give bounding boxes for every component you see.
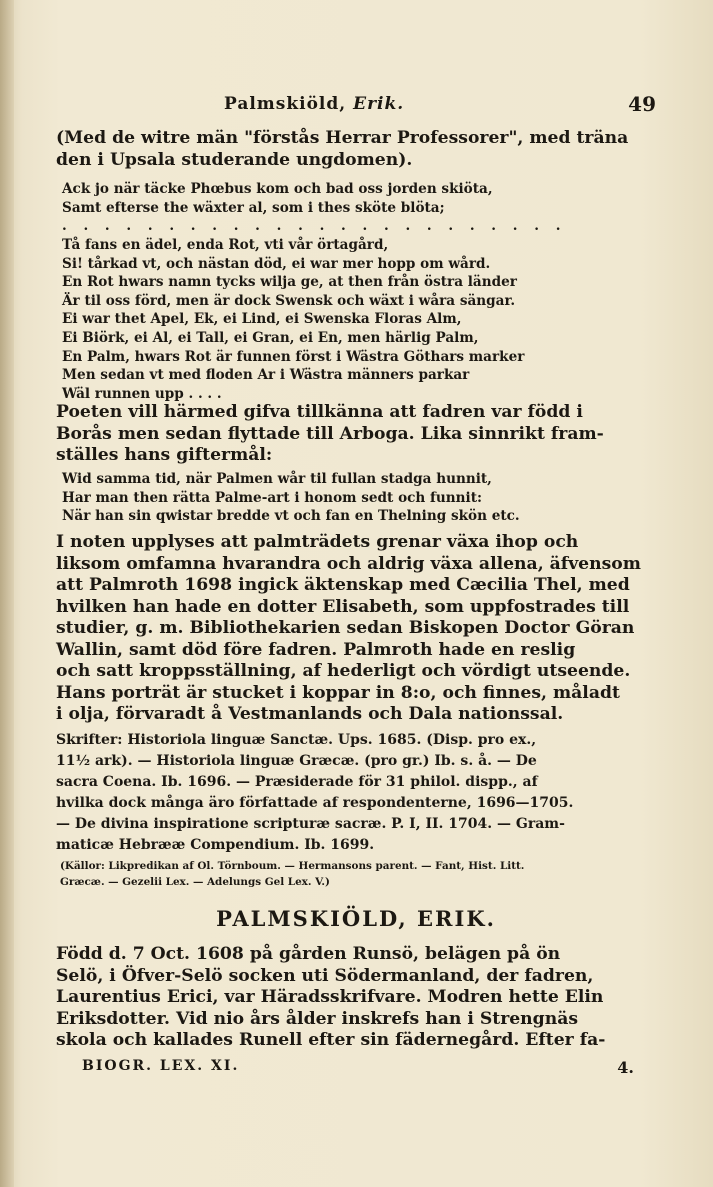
verse-line: Wid samma tid, när Palmen wår til fullan stadga hunnit,: [62, 471, 492, 487]
text-line: den i Upsala studerande ungdomen).: [56, 149, 413, 170]
verse-block-3: [56, 470, 656, 526]
text-line: — De divina inspiratione scripturæ sacræ. P. I, II. 1704. — Gram-: [56, 816, 565, 832]
verse-line: När han sin qwistar bredde vt och fan en Thelning skön etc.: [62, 508, 520, 525]
writings-list: [56, 730, 656, 856]
heading-text: PALMSKIÖLD, ERIK.: [216, 906, 496, 931]
verse-line: En Rot hwars namn tycks wilja ge, at then från östra länder: [62, 274, 517, 291]
verse-block-1: [56, 180, 656, 236]
text-line: ställes hans giftermål:: [56, 445, 273, 465]
gathering-number: 4.: [617, 1058, 634, 1077]
header-title: Palmskiöld, Erik.: [224, 94, 405, 114]
running-header: [56, 94, 656, 124]
text-line: Selö, i Öfver-Selö socken uti Södermanland, der fadren,: [56, 965, 594, 986]
text-line: Hans porträt är stucket i koppar in 8:o, och finnes, måladt: [56, 682, 620, 703]
text-line: hvilken han hade en dotter Elisabeth, som uppfostrades till: [56, 596, 630, 617]
ellipsis-row: . . . . . . . . . . . . . . . . . . . . . . . .: [62, 218, 567, 235]
text-line: i olja, förvaradt å Vestmanlands och Dala nationssal.: [56, 704, 564, 724]
entry-heading: [56, 906, 656, 931]
text-line: Laurentius Erici, var Häradsskrifvare. Modren hette Elin: [56, 987, 604, 1007]
verse-line: Ack jo när täcke Phœbus kom och bad oss jorden skiöta,: [62, 181, 493, 197]
verse-block-2: [56, 236, 656, 403]
verse-line: Wäl runnen upp . . . .: [62, 385, 222, 402]
text-line: Poeten vill härmed gifva tillkänna att fadren var född i: [56, 402, 583, 422]
text-line: och satt kroppsställning, af hederligt och vördigt utseende.: [56, 661, 631, 681]
verse-line: Har man then rätta Palme-art i honom sedt och funnit:: [62, 489, 482, 506]
text-line: skola och kallades Runell efter sin fädernegård. Efter fa-: [56, 1030, 606, 1050]
verse-line: Samt efterse the wäxter al, som i thes sköte blöta;: [62, 199, 445, 216]
text-line: studier, g. m. Bibliothekarien sedan Biskopen Doctor Göran: [56, 618, 635, 638]
intro-paragraph: [56, 128, 656, 171]
text-line: (Med de witre män "förstås Herrar Professorer", med träna: [56, 128, 629, 148]
text-line: Skrifter: Historiola linguæ Sanctæ. Ups. 1685. (Disp. pro ex.,: [56, 732, 537, 748]
signature-mark: BIOGR. LEX. XI.: [82, 1058, 240, 1074]
text-line: maticæ Hebrææ Compendium. Ib. 1699.: [56, 837, 375, 853]
page-footer: [56, 1058, 656, 1078]
text-line: 11½ ark). — Historiola linguæ Græcæ. (pro gr.) Ib. s. å. — De: [56, 753, 537, 769]
verse-line: Är til oss förd, men är dock Swensk och wäxt i wåra sängar.: [62, 292, 516, 309]
verse-line: Tå fans en ädel, enda Rot, vti vår örtagård,: [62, 237, 389, 253]
paragraph-4: [56, 944, 656, 1052]
text-line: I noten upplyses att palmträdets grenar växa ihop och: [56, 532, 579, 552]
text-line: liksom omfamna hvarandra och aldrig växa allena, äfvensom: [56, 553, 641, 574]
text-line: Borås men sedan flyttade till Arboga. Lika sinnrikt fram-: [56, 423, 604, 444]
page-number: 49: [628, 92, 656, 116]
verse-line: En Palm, hwars Rot är funnen först i Wästra Göthars marker: [62, 348, 525, 365]
text-line: Græcæ. — Gezelii Lex. — Adelungs Gel Lex. V.): [60, 876, 330, 888]
text-line: hvilka dock många äro författade af respondenterne, 1696—1705.: [56, 795, 574, 811]
text-line: Eriksdotter. Vid nio års ålder inskrefs han i Strengnäs: [56, 1008, 579, 1029]
text-line: Wallin, samt död före fadren. Palmroth hade en reslig: [56, 639, 576, 660]
book-spine-shadow: [0, 0, 14, 1187]
verse-line: Men sedan vt med floden Ar i Wästra männers parkar: [62, 367, 470, 384]
verse-line: Ei Biörk, ei Al, ei Tall, ei Gran, ei En, men härlig Palm,: [62, 329, 479, 346]
sources-note: [56, 858, 656, 890]
text-line: (Källor: Likpredikan af Ol. Törnboum. — Hermansons parent. — Fant, Hist. Litt.: [60, 860, 525, 872]
paragraph-3: [56, 532, 656, 726]
paragraph-2: [56, 402, 656, 467]
verse-line: Si! tårkad vt, och nästan död, ei war mer hopp om wård.: [62, 255, 491, 272]
text-line: sacra Coena. Ib. 1696. — Præsiderade för 31 philol. dispp., af: [56, 774, 538, 790]
text-line: att Palmroth 1698 ingick äktenskap med Cæcilia Thel, med: [56, 575, 630, 595]
text-line: Född d. 7 Oct. 1608 på gården Runsö, belägen på ön: [56, 944, 561, 964]
verse-line: Ei war thet Apel, Ek, ei Lind, ei Swenska Floras Alm,: [62, 311, 462, 328]
